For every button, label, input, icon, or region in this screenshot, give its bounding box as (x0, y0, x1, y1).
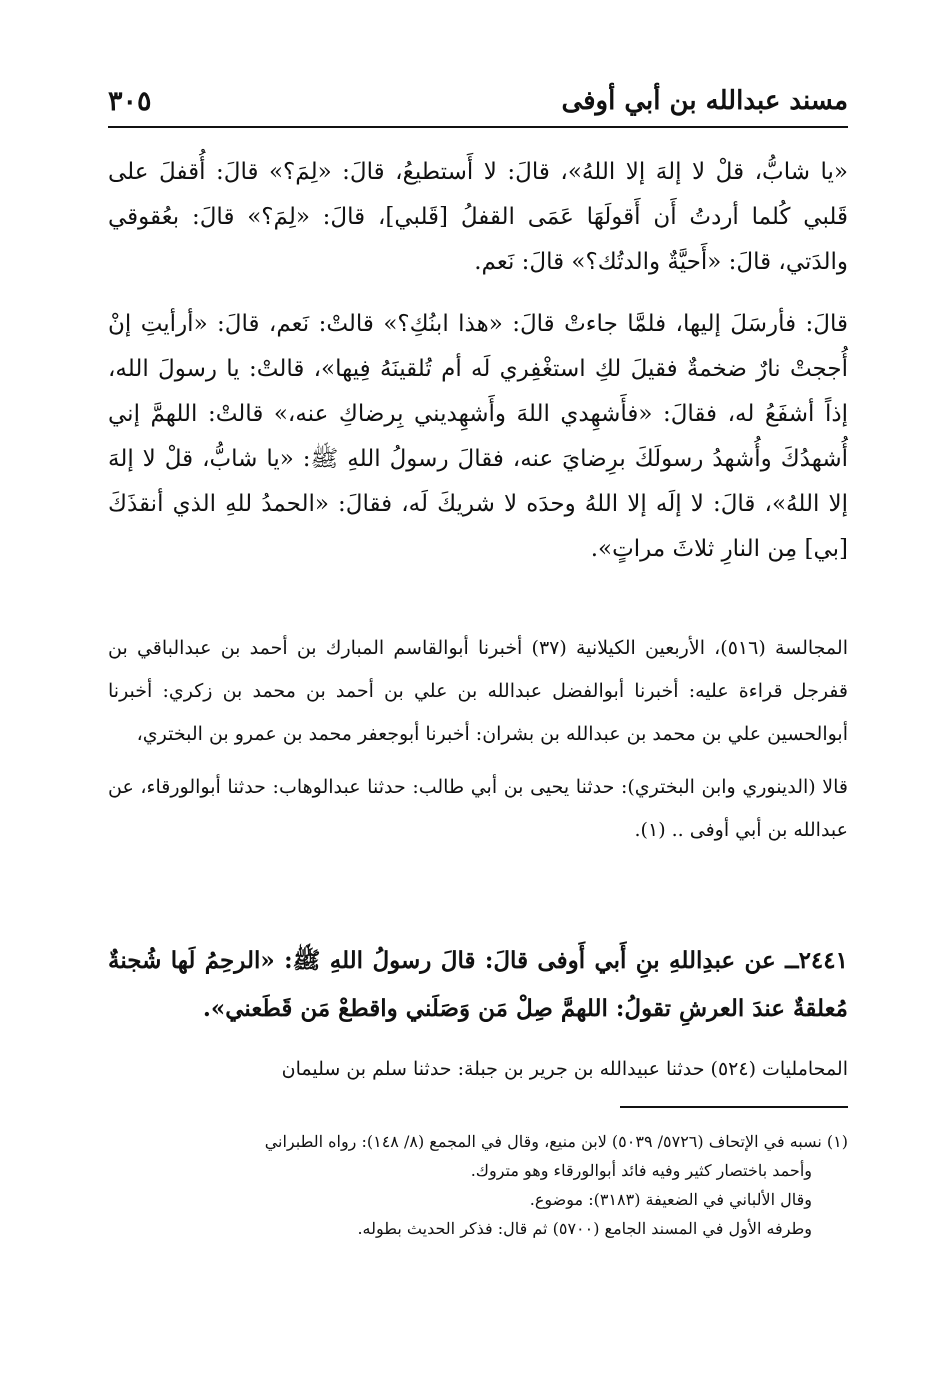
running-title: مسند عبدالله بن أبي أوفى (561, 86, 848, 116)
footnote-line-3: وقال الألباني في الضعيفة (٣١٨٣): موضوع. (529, 1190, 812, 1209)
hadith-text (108, 150, 848, 572)
footnote-line-1: (١) نسبه في الإتحاف (٥٧٢٦/ ٥٠٣٩) لابن منيع، وقال في المجمع (٨/ ١٤٨): رواه الطبراني (264, 1132, 848, 1151)
sources-text-2 (108, 1048, 848, 1091)
page-number: ٣٠٥ (108, 86, 152, 117)
hadith-paragraph-2: قالَ: فأرسَلَ إليها، فلمَّا جاءتْ قالَ: «هذا ابنُكِ؟» قالتْ: نَعم، قالَ: «أرأيتِ إنْ أُججتْ نارٌ ضخمةٌ فقيلَ لكِ استغْفِري لَه أم تُلقينَهُ فِيها»، قالتْ: يا رسولَ الله، إذاً أشفَعُ له، فقالَ: «فأَشهِدي اللهَ وأَشهِديني بِرضاكِ عنه،» قالتْ: اللهمَّ إني أُشهدُكَ وأُشهدُ رسولَكَ برِضايَ عنه، فقالَ رسولُ اللهِ ﷺ: «يا شابُّ، قلْ لا إلهَ إلا اللهُ»، قالَ: لا إلَه إلا اللهُ وحدَه لا شريكَ لَه، فقالَ: «الحمدُ للهِ الذي أنقذَكَ [بي] مِن النارِ ثلاثَ مراتٍ». (108, 311, 848, 562)
sources-paragraph-1: المجالسة (٥١٦)، الأربعين الكيلانية (٣٧) أخبرنا أبوالقاسم المبارك بن أحمد بن عبدالباقي بن قفرجل قراءة عليه: أخبرنا أبوالفضل عبدالله بن علي بن أحمد بن محمد بن زكري: أخبرنا أبوالحسين علي بن محمد بن عبدالله بن بشران: أخبرنا أبوجعفر محمد بن عمرو بن البختري، (108, 637, 848, 745)
header-rule (108, 126, 848, 128)
main-hadith-text: ٢٤٤١ــ عن عبدِاللهِ بنِ أَبي أَوفى قالَ: قالَ رسولُ اللهِ ﷺ: «الرحِمُ لَها شُجنةٌ مُعلقةٌ عندَ العرشِ تقولُ: اللهمَّ صِلْ مَن وَصَلَني واقطعْ مَن قَطَعني». (108, 947, 848, 1022)
sources-paragraph-2: قالا (الدينوري وابن البختري): حدثنا يحيى بن أبي طالب: حدثنا عبدالوهاب: حدثنا أبوالورقاء، عن عبدالله بن أبي أوفى .. (١). (108, 776, 848, 841)
footnote-line-2: وأحمد باختصار كثير وفيه فائد أبوالورقاء وهو متروك. (470, 1161, 812, 1180)
hadith-paragraph-1: «يا شابُّ، قلْ لا إلهَ إلا اللهُ»، قالَ: لا أَستطيعُ، قالَ: «لِمَ؟» قالَ: أُقفلَ على قَلبي كُلما أردتُ أَن أَقولَهَا عَمَى القفلُ [قَلبي]، قالَ: «لِمَ؟» قالَ: بعُقوقي والدَتي، قالَ: «أَحيَّةٌ والدتُك؟» قالَ: نَعم. (108, 159, 848, 275)
footnotes (108, 1127, 848, 1243)
footnote-separator (620, 1106, 848, 1108)
page-header (108, 84, 848, 128)
footnote-line-4: وطرفه الأول في المسند الجامع (٥٧٠٠) ثم قال: فذكر الحديث بطوله. (357, 1219, 812, 1238)
main-hadith (108, 937, 848, 1033)
sources-text (108, 627, 848, 852)
sources2-paragraph: المحامليات (٥٢٤) حدثنا عبيدالله بن جرير بن جبلة: حدثنا سلم بن سليمان (281, 1058, 848, 1080)
